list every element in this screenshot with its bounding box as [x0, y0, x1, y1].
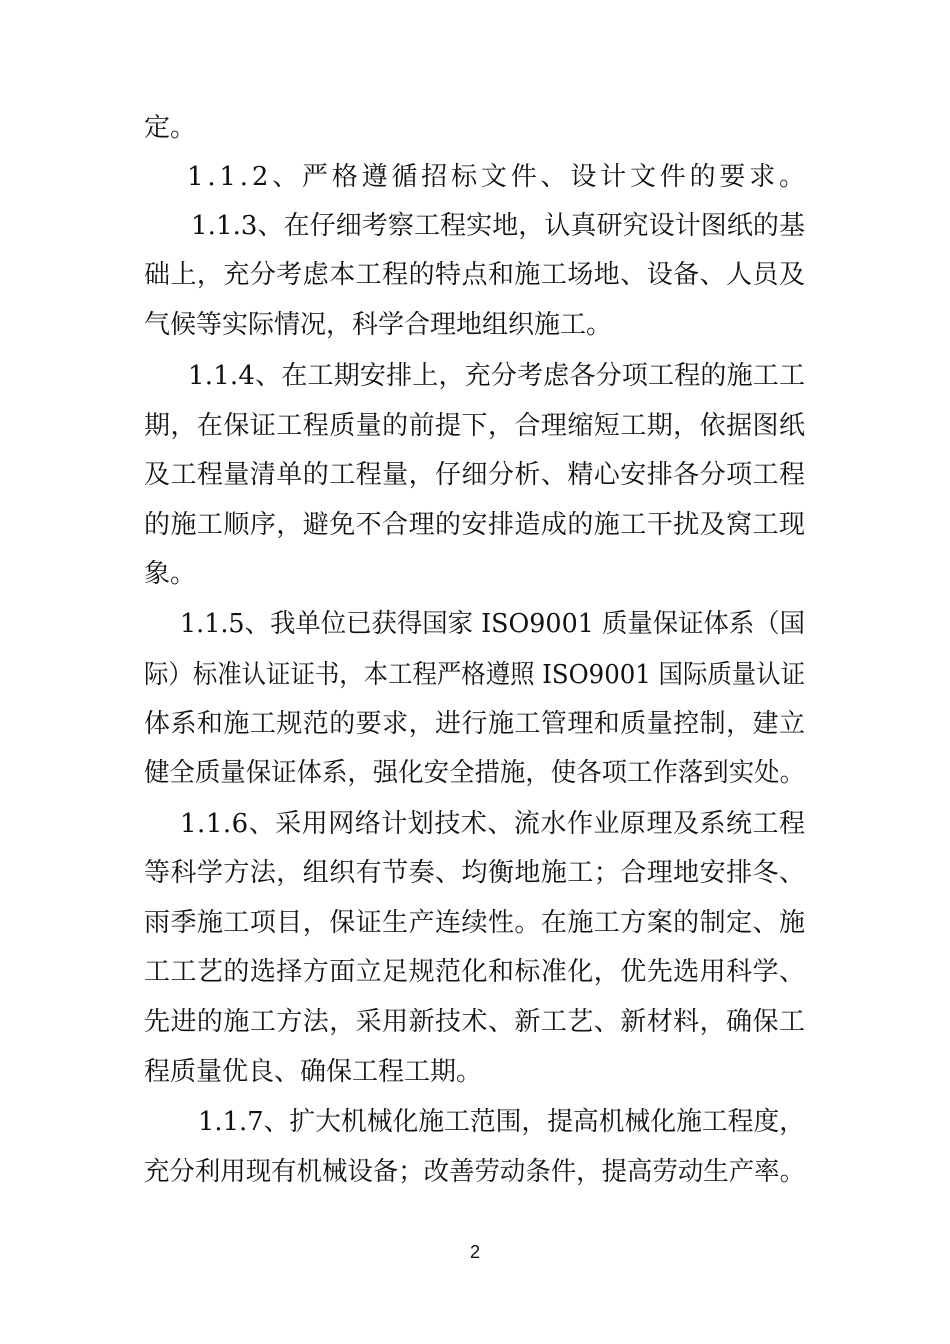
text-line: [0, 599, 950, 649]
line-text: 充分利用现有机械设备；改善劳动条件，提高劳动生产率。: [144, 1157, 805, 1187]
line-text: 1.1.6、采用网络计划技术、流水作业原理及系统工程: [180, 809, 806, 839]
line-text: 健全质量保证体系，强化安全措施，使各项工作落到实处。: [144, 758, 805, 788]
line-text: 1.1.3、在仔细考察工程实地，认真研究设计图纸的基: [191, 211, 806, 241]
text-line: [0, 500, 950, 550]
text-line: [0, 898, 950, 948]
line-text: 雨季施工项目，保证生产连续性。在施工方案的制定、施: [144, 908, 806, 938]
line-text: 象。: [144, 559, 197, 589]
text-line: [0, 947, 950, 997]
line-text: 先进的施工方法，采用新技术、新工艺、新材料，确保工: [144, 1007, 806, 1037]
line-text: 础上，充分考虑本工程的特点和施工场地、设备、人员及: [144, 260, 806, 290]
text-line: [0, 799, 950, 849]
text-line: [0, 699, 950, 749]
text-line: [0, 650, 950, 700]
line-text: 工工艺的选择方面立足规范化和标准化，优先选用科学、: [144, 957, 806, 987]
text-line: [0, 848, 950, 898]
page-number: 2: [469, 1242, 480, 1262]
text-line: [0, 103, 950, 153]
text-line: [0, 748, 950, 798]
text-line: [0, 1147, 950, 1197]
text-line: [0, 401, 950, 451]
text-line: [0, 250, 950, 300]
line-text: 1.1.5、我单位已获得国家 ISO9001 质量保证体系（国: [180, 609, 805, 639]
line-text: 程质量优良、确保工程工期。: [144, 1057, 483, 1087]
text-line: [0, 201, 950, 251]
text-line: [0, 1047, 950, 1097]
line-text: 1.1.2、严格遵循招标文件、设计文件的要求。: [187, 162, 809, 192]
line-text: 1.1.4、在工期安排上，充分考虑各分项工程的施工工: [188, 361, 806, 391]
text-line: [0, 300, 950, 350]
text-line: [0, 152, 950, 202]
text-line: [0, 549, 950, 599]
text-line: [0, 1097, 950, 1147]
line-text: 的施工顺序，避免不合理的安排造成的施工干扰及窝工现: [144, 510, 806, 540]
line-text: 及工程量清单的工程量，仔细分析、精心安排各分项工程: [144, 460, 806, 490]
line-text: 等科学方法，组织有节奏、均衡地施工；合理地安排冬、: [144, 858, 806, 888]
line-text: 体系和施工规范的要求，进行施工管理和质量控制，建立: [144, 709, 806, 739]
text-line: [0, 450, 950, 500]
line-text: 气候等实际情况，科学合理地组织施工。: [144, 310, 613, 340]
line-text: 定。: [144, 113, 197, 143]
line-text: 期，在保证工程质量的前提下，合理缩短工期，依据图纸: [144, 411, 806, 441]
line-text: 1.1.7、扩大机械化施工范围，提高机械化施工程度，: [198, 1107, 805, 1137]
line-text: 际）标准认证证书，本工程严格遵照 ISO9001 国际质量认证: [144, 660, 805, 690]
text-line: [0, 351, 950, 401]
text-line: [0, 997, 950, 1047]
